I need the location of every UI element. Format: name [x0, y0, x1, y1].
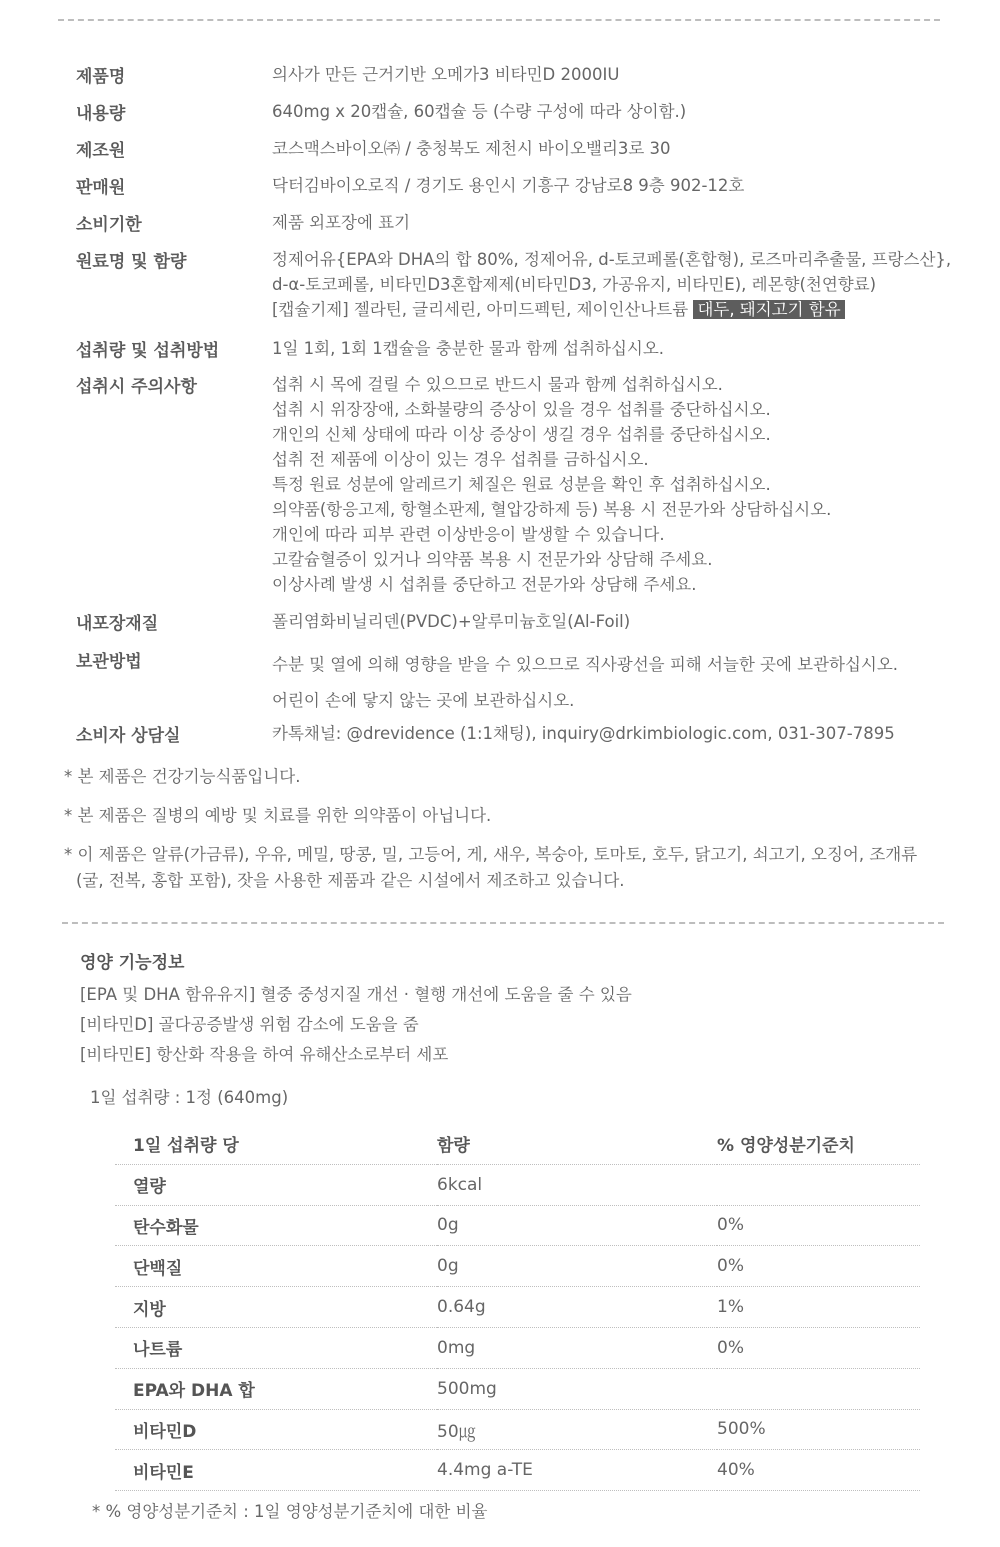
- info-label: 제품명: [76, 67, 126, 87]
- column-header: 1일 섭취량 당: [115, 1124, 437, 1164]
- info-label: 소비기한: [76, 215, 142, 235]
- table-row: [115, 1246, 920, 1287]
- section-divider: [62, 922, 944, 924]
- nutrient-name: 탄수화물: [115, 1205, 437, 1246]
- info-line: 개인에 따라 피부 관련 이상반응이 발생할 수 있습니다.: [272, 525, 665, 544]
- info-line: 수분 및 열에 의해 영향을 받을 수 있으므로 직사광선을 피해 서늘한 곳에 보관하십시오.: [272, 655, 899, 674]
- info-value: [272, 247, 951, 322]
- info-line: 닥터김바이오로직 / 경기도 용인시 기흥구 강남로8 9층 902-12호: [272, 176, 745, 195]
- nutrient-name: 단백질: [115, 1246, 437, 1287]
- table-footnote: * % 영양성분기준치 : 1일 영양성분기준치에 대한 비율: [92, 1502, 488, 1521]
- nutrient-percent: 40%: [717, 1450, 920, 1491]
- info-label: 내포장재질: [76, 614, 159, 634]
- info-value: [272, 647, 898, 719]
- table-row: [115, 1368, 920, 1409]
- info-value: [272, 173, 744, 198]
- table-row: [115, 1450, 920, 1491]
- serving-size: 1일 섭취량 : 1정 (640mg): [90, 1088, 289, 1107]
- nutrient-percent: 0%: [717, 1327, 920, 1368]
- nutrient-percent: 500%: [717, 1409, 920, 1450]
- nutrient-name: 비타민D: [115, 1409, 437, 1450]
- allergen-highlight: 대두, 돼지고기 함유: [693, 300, 844, 319]
- nutrient-name: 열량: [115, 1164, 437, 1205]
- info-line: 고칼슘혈증이 있거나 의약품 복용 시 전문가와 상담해 주세요.: [272, 550, 713, 569]
- nutrient-amount: 4.4mg a-TE: [437, 1450, 717, 1491]
- info-line-text: [캡슐기제] 젤라틴, 글리세린, 아미드펙틴, 제이인산나트륨: [272, 300, 689, 319]
- note: * 본 제품은 건강기능식품입니다.: [64, 767, 301, 786]
- info-line: 섭취 시 목에 걸릴 수 있으므로 반드시 물과 함께 섭취하십시오.: [272, 375, 723, 394]
- function-line: [EPA 및 DHA 함유유지] 혈중 중성지질 개선 · 혈행 개선에 도움을 줄 수 있음: [80, 985, 632, 1004]
- nutrient-percent: [717, 1368, 920, 1409]
- nutrient-percent: [717, 1164, 920, 1205]
- table-row: [115, 1205, 920, 1246]
- nutrient-amount: 0.64g: [437, 1287, 717, 1328]
- info-line: 특정 원료 성분에 알레르기 체질은 원료 성분을 확인 후 섭취하십시오.: [272, 475, 771, 494]
- info-line: 어린이 손에 닿지 않는 곳에 보관하십시오.: [272, 691, 575, 710]
- info-value: [272, 62, 619, 87]
- info-label: 소비자 상담실: [76, 726, 181, 746]
- nutrition-table: [115, 1124, 920, 1491]
- info-label: 판매원: [76, 178, 126, 198]
- info-label: 원료명 및 함량: [76, 252, 187, 272]
- info-line: 섭취 시 위장장애, 소화불량의 증상이 있을 경우 섭취를 중단하십시오.: [272, 400, 771, 419]
- info-value: [272, 336, 664, 361]
- top-divider: [58, 19, 940, 21]
- info-value: [272, 99, 686, 124]
- info-value: [272, 721, 895, 746]
- table-row: [115, 1164, 920, 1205]
- column-header: 함량: [437, 1124, 717, 1164]
- note: (굴, 전복, 홍합 포함), 잣을 사용한 제품과 같은 시설에서 제조하고 있습니다.: [76, 871, 625, 890]
- info-line: 이상사례 발생 시 섭취를 중단하고 전문가와 상담해 주세요.: [272, 575, 697, 594]
- info-line: [272, 297, 951, 322]
- info-line: 제품 외포장에 표기: [272, 213, 411, 232]
- info-label: 보관방법: [76, 652, 142, 672]
- nutrient-name: 비타민E: [115, 1450, 437, 1491]
- table-row: [115, 1327, 920, 1368]
- info-value: [272, 210, 410, 235]
- nutrient-amount: 50㎍: [437, 1409, 717, 1450]
- info-label: 섭취량 및 섭취방법: [76, 341, 220, 361]
- info-line: 정제어유{EPA와 DHA의 합 80%, 정제어유, d-토코페롤(혼합형), 로즈마리추출물, 프랑스산},: [272, 250, 952, 269]
- info-line: 개인의 신체 상태에 따라 이상 증상이 생길 경우 섭취를 중단하십시오.: [272, 425, 771, 444]
- info-line: 의사가 만든 근거기반 오메가3 비타민D 2000IU: [272, 65, 620, 84]
- nutrient-name: 지방: [115, 1287, 437, 1328]
- info-line: 카톡채널: @drevidence (1:1채팅), inquiry@drkimbiologic.com, 031-307-7895: [272, 724, 895, 743]
- info-line: 1일 1회, 1회 1캡슐을 충분한 물과 함께 섭취하십시오.: [272, 339, 665, 358]
- nutrient-percent: 0%: [717, 1205, 920, 1246]
- table-row: [115, 1409, 920, 1450]
- info-label: 내용량: [76, 104, 126, 124]
- nutrient-name: 나트륨: [115, 1327, 437, 1368]
- info-line: 코스맥스바이오㈜ / 충청북도 제천시 바이오밸리3로 30: [272, 139, 671, 158]
- note: * 본 제품은 질병의 예방 및 치료를 위한 의약품이 아닙니다.: [64, 806, 492, 825]
- table-header-row: [115, 1124, 920, 1164]
- nutrient-amount: 0g: [437, 1246, 717, 1287]
- nutrient-percent: 1%: [717, 1287, 920, 1328]
- nutrient-percent: 0%: [717, 1246, 920, 1287]
- nutrient-amount: 0g: [437, 1205, 717, 1246]
- table-row: [115, 1287, 920, 1328]
- nutrient-amount: 0mg: [437, 1327, 717, 1368]
- note: * 이 제품은 알류(가금류), 우유, 메밀, 땅콩, 밀, 고등어, 게, 새우, 복숭아, 토마토, 호두, 닭고기, 쇠고기, 오징어, 조개류: [64, 845, 918, 864]
- info-line: 폴리염화비닐리덴(PVDC)+알루미늄호일(Al-Foil): [272, 612, 631, 631]
- info-value: [272, 372, 831, 597]
- info-line: d-α-토코페롤, 비타민D3혼합제제(비타민D3, 가공유지, 비타민E), 레몬향(천연향료): [272, 275, 877, 294]
- info-line: 의약품(항응고제, 항혈소판제, 혈압강하제 등) 복용 시 전문가와 상담하십시오.: [272, 500, 832, 519]
- nutrient-amount: 6kcal: [437, 1164, 717, 1205]
- info-line: 640mg x 20캡슐, 60캡슐 등 (수량 구성에 따라 상이함.): [272, 102, 687, 121]
- info-value: [272, 609, 630, 634]
- nutrient-amount: 500mg: [437, 1368, 717, 1409]
- column-header: % 영양성분기준치: [717, 1124, 920, 1164]
- nutrient-name: EPA와 DHA 합: [115, 1368, 437, 1409]
- info-value: [272, 136, 671, 161]
- info-label: 제조원: [76, 141, 126, 161]
- info-line: 섭취 전 제품에 이상이 있는 경우 섭취를 금하십시오.: [272, 450, 649, 469]
- function-line: [비타민E] 항산화 작용을 하여 유해산소로부터 세포: [80, 1045, 449, 1064]
- nutrition-title: 영양 기능정보: [80, 953, 185, 973]
- function-line: [비타민D] 골다공증발생 위험 감소에 도움을 줌: [80, 1015, 419, 1034]
- info-label: 섭취시 주의사항: [76, 377, 197, 397]
